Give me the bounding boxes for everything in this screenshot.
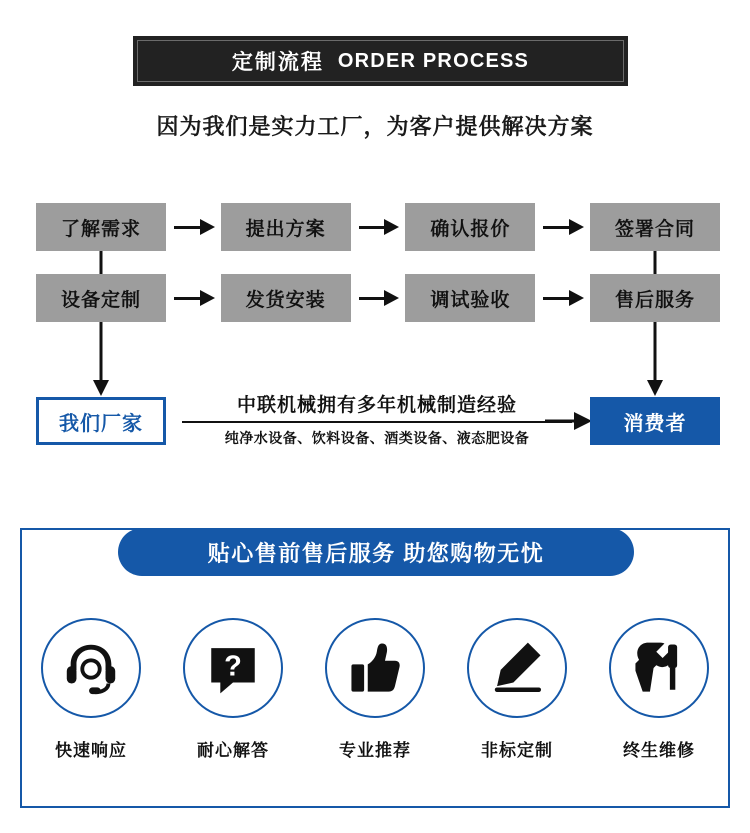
flow-arrow-icon xyxy=(166,203,221,251)
service-item-label: 耐心解答 xyxy=(197,741,269,760)
flow-step-box: 调试验收 xyxy=(405,274,535,322)
flow-arrow-icon xyxy=(351,274,406,322)
flow-step-box: 设备定制 xyxy=(36,274,166,322)
flow-arrow-icon xyxy=(535,274,590,322)
question-bubble-icon xyxy=(183,618,283,718)
flow-step-box: 提出方案 xyxy=(221,203,351,251)
header-banner xyxy=(133,36,628,86)
service-item xyxy=(597,618,722,761)
middle-divider xyxy=(182,421,572,423)
flow-row-2 xyxy=(36,274,720,322)
service-item xyxy=(313,618,438,761)
middle-description-line1: 中联机械拥有多年机械制造经验 xyxy=(236,395,517,416)
thumbs-up-icon xyxy=(325,618,425,718)
flow-row-1 xyxy=(36,203,720,251)
flow-arrow-icon xyxy=(166,274,221,322)
service-item xyxy=(29,618,154,761)
subtitle-text: 因为我们是实力工厂，为客户提供解决方案 xyxy=(156,114,594,139)
flow-step-box: 发货安装 xyxy=(221,274,351,322)
consumer-box: 消费者 xyxy=(590,397,720,445)
service-item xyxy=(171,618,296,761)
pencil-icon xyxy=(467,618,567,718)
headset-icon xyxy=(41,618,141,718)
flow-arrow-icon xyxy=(351,203,406,251)
service-item-label: 快速响应 xyxy=(55,741,127,760)
service-item-list xyxy=(20,618,730,761)
service-item-label: 终生维修 xyxy=(623,741,695,760)
flow-step-box: 签署合同 xyxy=(590,203,720,251)
service-item-label: 非标定制 xyxy=(481,741,553,760)
flow-step-box: 了解需求 xyxy=(36,203,166,251)
factory-box: 我们厂家 xyxy=(36,397,166,445)
header-title-cn: 定制流程 xyxy=(231,51,324,74)
service-item-label: 专业推荐 xyxy=(339,741,411,760)
svg-text:?: ? xyxy=(224,650,242,683)
flow-step-box: 确认报价 xyxy=(405,203,535,251)
middle-description-line2: 纯净水设备、饮料设备、酒类设备、液态肥设备 xyxy=(224,430,530,446)
flow-arrow-icon xyxy=(535,203,590,251)
service-panel-title: 贴心售前售后服务 助您购物无忧 xyxy=(118,528,634,576)
middle-description xyxy=(182,390,572,448)
flow-step-box: 售后服务 xyxy=(590,274,720,322)
header-title-en: ORDER PROCESS xyxy=(337,49,530,72)
wrench-screwdriver-icon xyxy=(609,618,709,718)
service-item xyxy=(455,618,580,761)
